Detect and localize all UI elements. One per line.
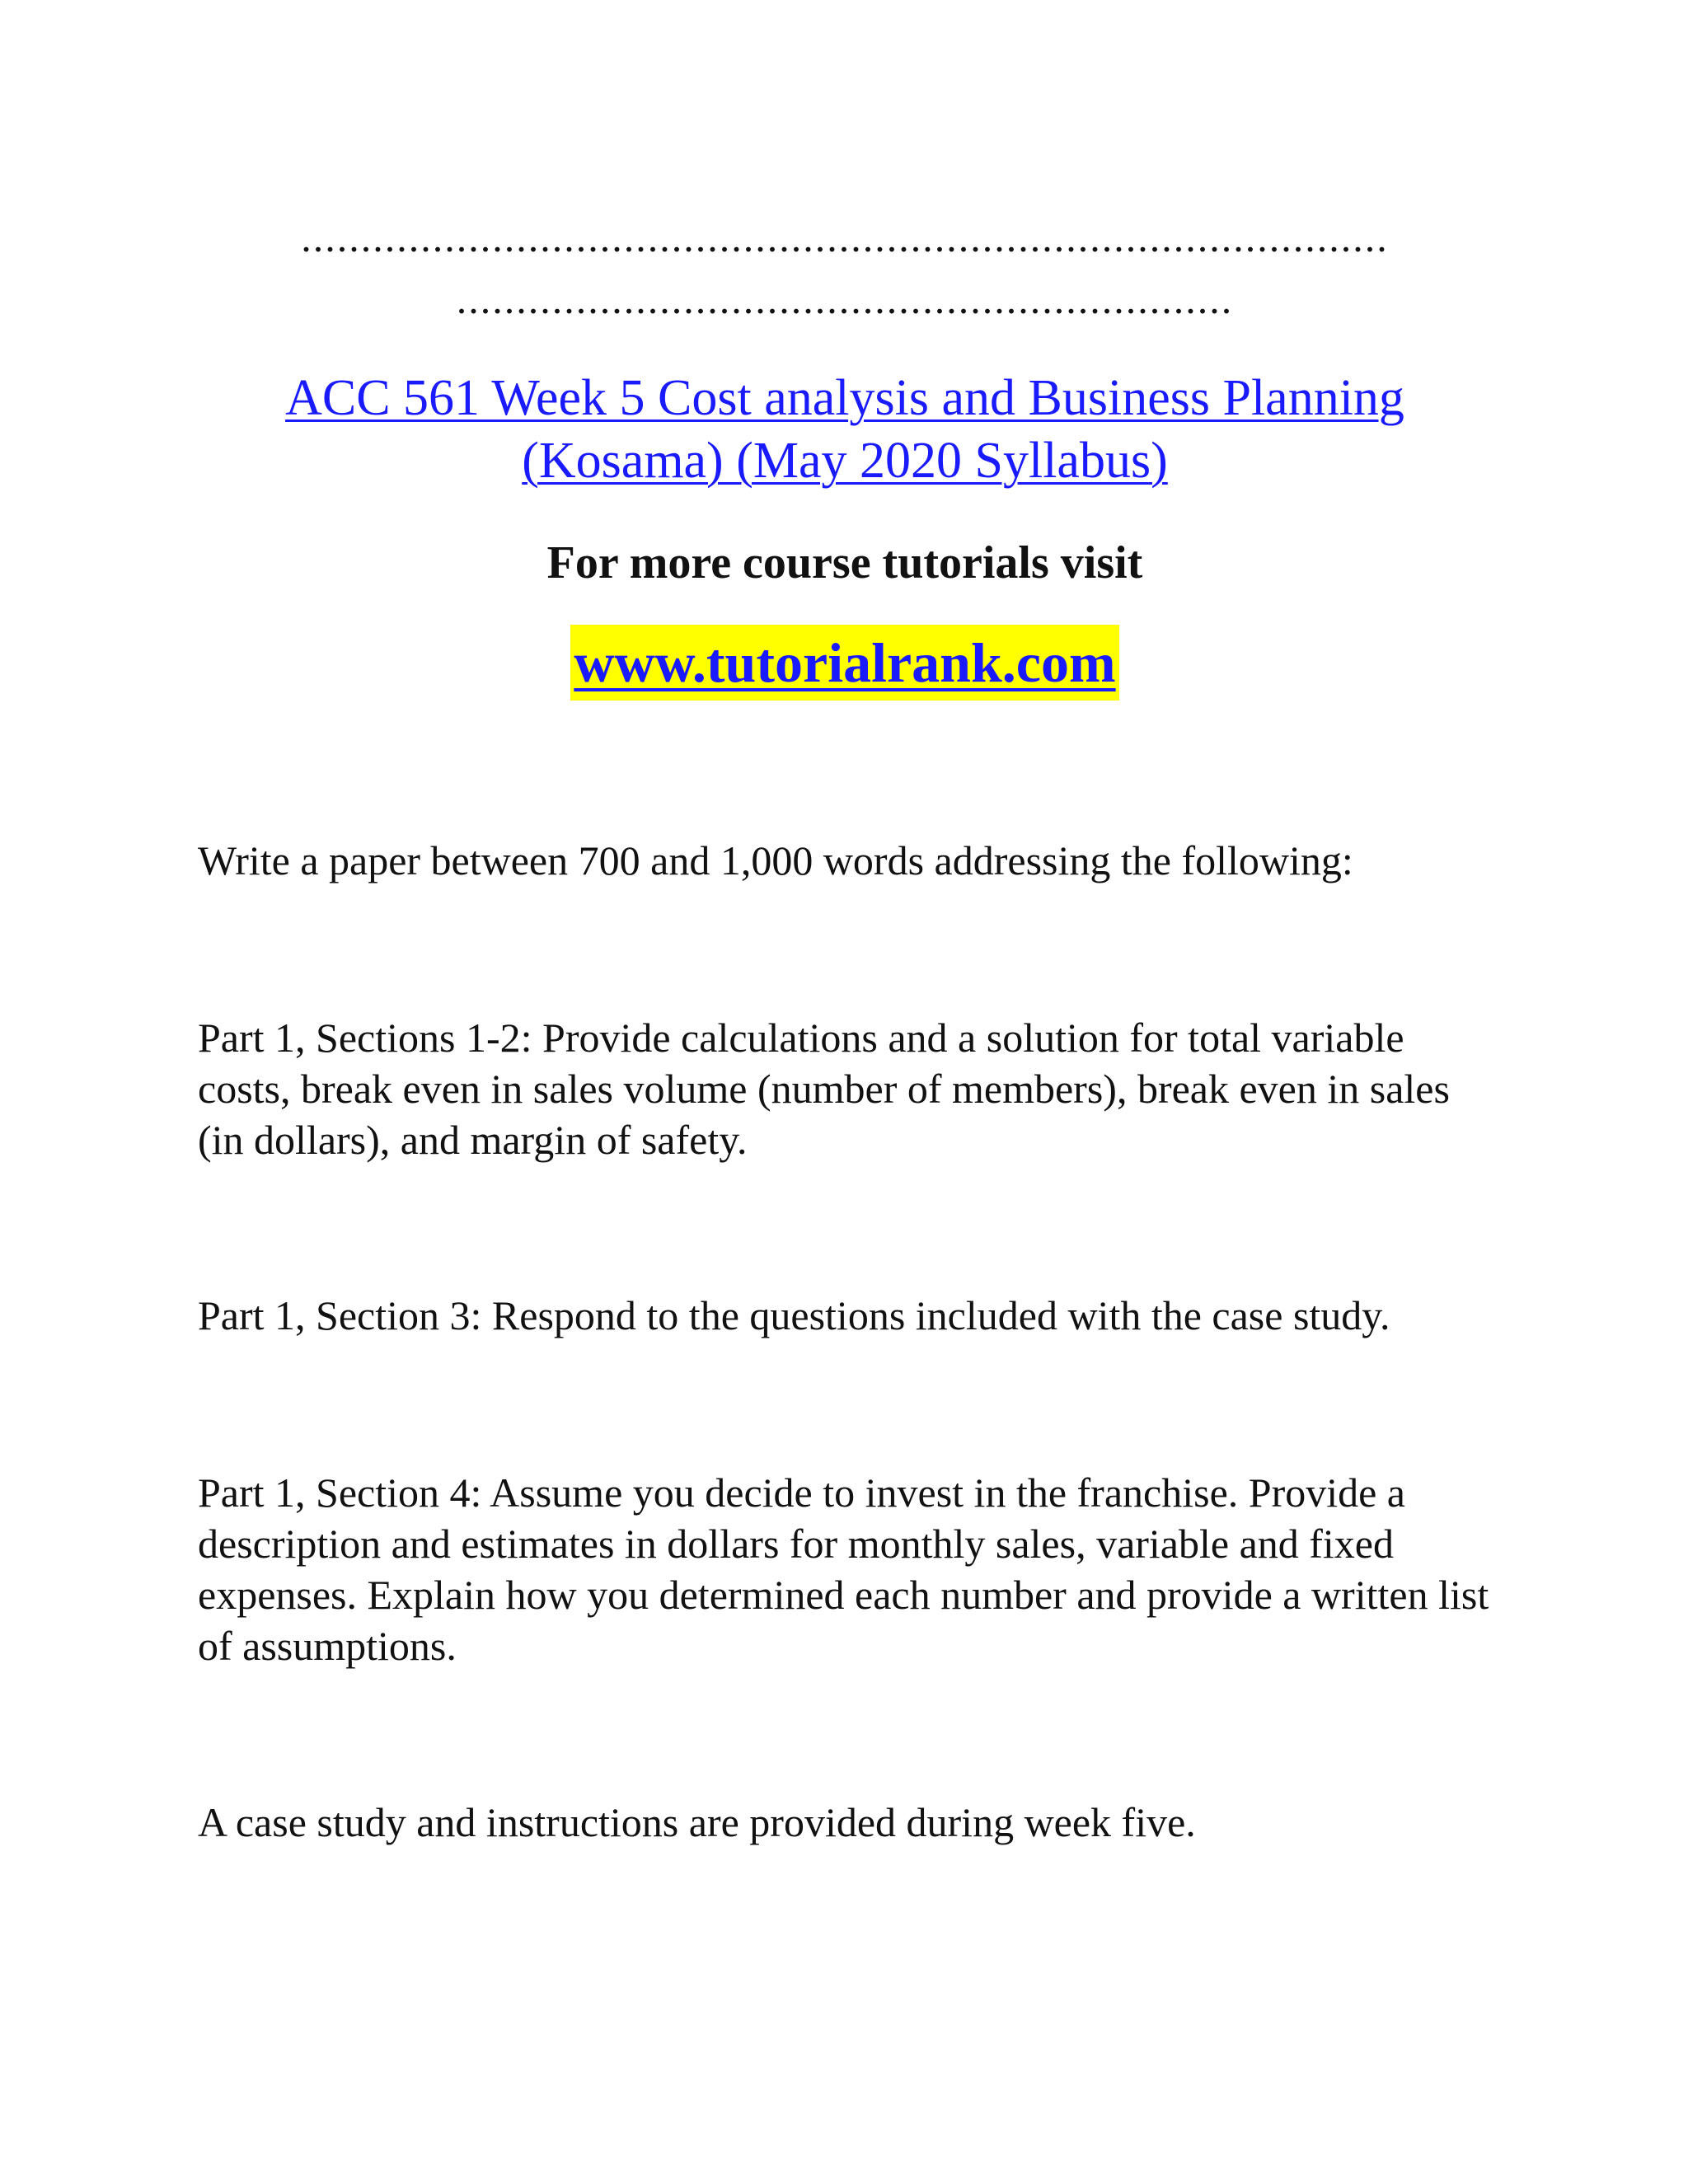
title-line-1: ACC 561 Week 5 Cost analysis and Business Planning: [285, 370, 1404, 426]
document-title-link[interactable]: [198, 367, 1492, 492]
paragraph-part1-sections1-2: Part 1, Sections 1-2: Provide calculations and a solution for total variable costs, break even in sales volume (number of members), break even in sales (in dollars), and margin of safety.: [198, 1015, 1450, 1163]
paragraph-intro: Write a paper between 700 and 1,000 words addressing the following:: [198, 837, 1353, 883]
subtitle: For more course tutorials visit: [546, 537, 1143, 588]
website-container: [198, 625, 1492, 701]
separator-dots-1: ...........................................................................................: [301, 214, 1389, 260]
title-line-2: (Kosama) (May 2020 Syllabus): [522, 433, 1168, 489]
paragraph-part1-section3: Part 1, Section 3: Respond to the questions included with the case study.: [198, 1292, 1390, 1338]
website-link[interactable]: www.tutorialrank.com: [570, 625, 1118, 701]
paragraph-case-study-note: A case study and instructions are provided during week five.: [198, 1799, 1196, 1845]
separator-dots-2: .................................................................: [456, 276, 1234, 322]
paragraph-part1-section4: Part 1, Section 4: Assume you decide to invest in the franchise. Provide a description and estimates in dollars for monthly sales, variable and fixed expenses. Explain how you determined each number and provide a written list of assumptions.: [198, 1469, 1489, 1669]
